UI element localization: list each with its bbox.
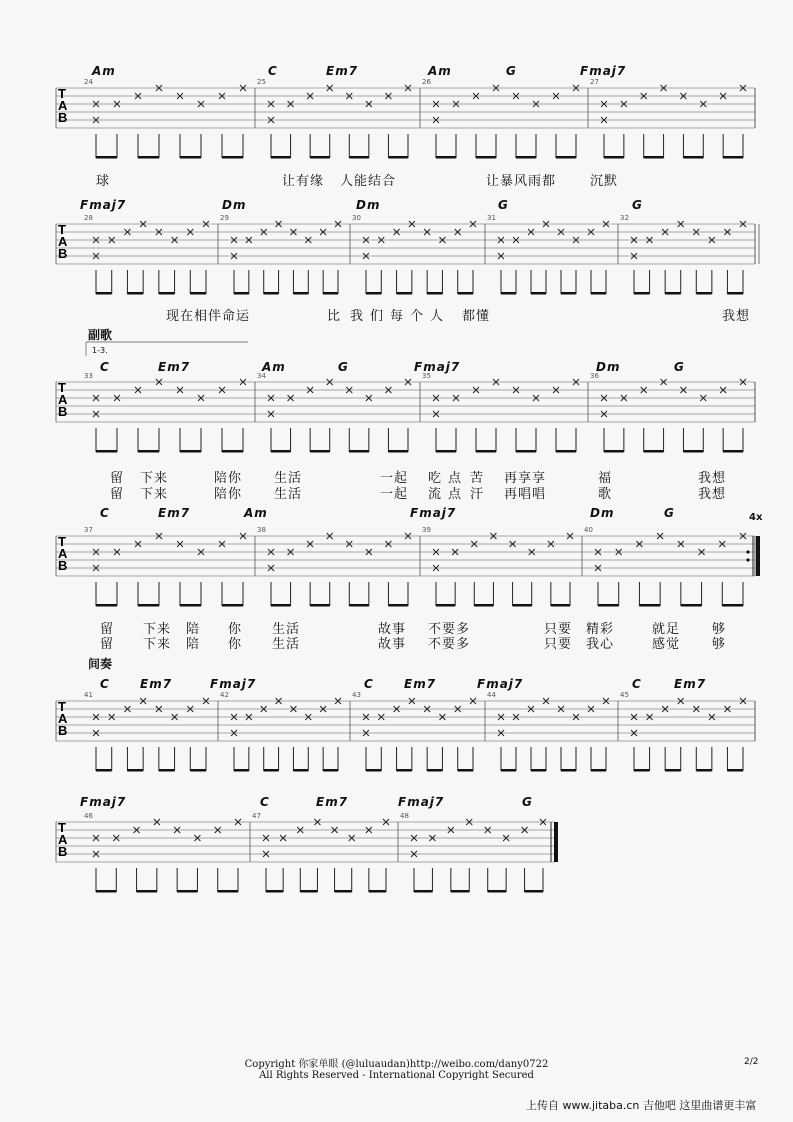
measure-number: 45 — [620, 691, 629, 699]
lyric-word: 让 — [486, 174, 501, 189]
beam — [335, 890, 352, 893]
lyric-word: 故事 — [378, 622, 407, 637]
lyric-word: 我想 — [722, 309, 751, 324]
section-label: 间奏 — [88, 657, 113, 671]
chord-name: Fmaj7 — [414, 360, 461, 374]
lyric-word: 生活 — [274, 487, 303, 502]
chord-name: Fmaj7 — [410, 506, 457, 520]
chord-name: Am — [428, 64, 452, 78]
measure-number: 29 — [220, 214, 229, 222]
chord-name: Em7 — [316, 795, 349, 809]
lyric-word: 比 — [327, 309, 342, 324]
lyric-word: 点 — [448, 487, 463, 502]
volta-label: 1-3. — [92, 346, 108, 355]
copyright-line-1: Copyright 你家单眼 (@luluaudan)http://weibo.com/dany0722 — [244, 1059, 549, 1070]
tab-clef-letter: B — [58, 558, 68, 573]
lyric-word: 下来 — [140, 487, 169, 502]
tab-clef-letter: T — [58, 222, 66, 237]
measure-number: 47 — [252, 812, 261, 820]
lyric-word: 就足 — [652, 622, 681, 637]
lyric-word: 人 — [430, 309, 445, 324]
measure-number: 24 — [84, 78, 93, 86]
chord-name: Am — [92, 64, 116, 78]
tab-clef-letter: A — [58, 546, 68, 561]
tab-clef-letter: A — [58, 234, 68, 249]
chord-name: Fmaj7 — [477, 677, 524, 691]
chord-name: C — [364, 677, 374, 691]
lyric-word: 我想 — [698, 471, 727, 486]
measure-number: 37 — [84, 526, 93, 534]
tab-clef-letter: A — [58, 392, 68, 407]
beam — [451, 890, 469, 893]
lyric-word: 暴风雨都 — [500, 174, 557, 189]
lyric-word: 人能结合 — [340, 174, 397, 189]
lyric-word: 沉默 — [590, 174, 619, 189]
lyric-word: 生活 — [274, 471, 303, 486]
measure-number: 31 — [487, 214, 496, 222]
lyric-word: 只要 — [544, 637, 573, 652]
chord-name: C — [260, 795, 270, 809]
tab-clef-letter: B — [58, 404, 68, 419]
lyric-word: 留 — [110, 487, 125, 502]
chord-name: G — [338, 360, 349, 374]
chord-name: G — [674, 360, 685, 374]
beam — [137, 890, 157, 893]
lyric-word: 让有缘 — [282, 174, 325, 189]
measure-number: 38 — [257, 526, 266, 534]
lyric-word: 吃 — [428, 471, 443, 486]
lyric-word: 你 — [228, 637, 243, 652]
chord-name: G — [664, 506, 675, 520]
lyric-word: 感觉 — [652, 637, 681, 652]
lyric-word: 点 — [448, 471, 463, 486]
lyric-word: 留 — [110, 471, 125, 486]
chord-name: C — [632, 677, 642, 691]
lyric-word: 我心 — [586, 637, 615, 652]
chord-name: G — [632, 198, 643, 212]
chord-name: G — [522, 795, 533, 809]
measure-number: 28 — [84, 214, 93, 222]
measure-number: 40 — [584, 526, 593, 534]
chord-name: Em7 — [404, 677, 437, 691]
chord-name: Am — [262, 360, 286, 374]
lyric-word: 故事 — [378, 637, 407, 652]
beam — [218, 890, 238, 893]
lyric-word: 每 — [390, 309, 405, 324]
lyric-word: 再享享 — [504, 471, 547, 486]
tab-clef-letter: B — [58, 246, 68, 261]
beam — [177, 890, 197, 893]
tab-clef-letter: T — [58, 699, 66, 714]
lyric-word: 命运 — [222, 309, 251, 324]
measure-number: 35 — [422, 372, 431, 380]
tab-clef-letter: T — [58, 86, 66, 101]
lyric-word: 一起 — [380, 487, 409, 502]
beam — [96, 890, 116, 893]
chord-name: Em7 — [674, 677, 707, 691]
chord-name: Dm — [222, 198, 247, 212]
measure-number: 26 — [422, 78, 431, 86]
repeat-count: 4x — [749, 512, 763, 523]
lyric-word: 生活 — [272, 622, 301, 637]
page-number: 2/2 — [744, 1057, 759, 1067]
chord-name: Em7 — [326, 64, 359, 78]
lyric-word: 球 — [96, 174, 111, 189]
chord-name: Fmaj7 — [80, 795, 127, 809]
lyric-word: 精彩 — [586, 622, 615, 637]
tab-clef-letter: B — [58, 110, 68, 125]
tab-clef-letter: B — [58, 723, 68, 738]
chord-name: Am — [244, 506, 268, 520]
measure-number: 27 — [590, 78, 599, 86]
tab-clef-letter: A — [58, 832, 68, 847]
beam — [369, 890, 386, 893]
lyric-word: 留 — [100, 637, 115, 652]
lyric-word: 够 — [712, 622, 727, 637]
measure-number: 32 — [620, 214, 629, 222]
lyric-word: 下来 — [140, 471, 169, 486]
beam — [525, 890, 543, 893]
chord-name: Fmaj7 — [80, 198, 127, 212]
chord-name: G — [506, 64, 517, 78]
tab-clef-letter: T — [58, 380, 66, 395]
lyric-word: 陪 — [186, 622, 201, 637]
beam — [300, 890, 317, 893]
lyric-word: 生活 — [272, 637, 301, 652]
measure-number: 46 — [84, 812, 93, 820]
lyric-word: 我想 — [698, 487, 727, 502]
lyric-word: 你 — [228, 622, 243, 637]
chord-name: Dm — [596, 360, 621, 374]
chord-name: Em7 — [158, 506, 191, 520]
chord-name: Em7 — [158, 360, 191, 374]
measure-number: 34 — [257, 372, 266, 380]
lyric-word: 留 — [100, 622, 115, 637]
lyric-word: 下来 — [143, 622, 172, 637]
tab-clef-letter: A — [58, 711, 68, 726]
lyric-word: 不要多 — [428, 637, 471, 652]
beam — [266, 890, 283, 893]
section-label: 副歌 — [88, 328, 113, 342]
lyric-word: 汗 — [470, 487, 485, 502]
lyric-word: 只要 — [544, 622, 573, 637]
tab-clef-letter: A — [58, 98, 68, 113]
lyric-word: 一起 — [380, 471, 409, 486]
final-barline-thick — [554, 822, 558, 862]
lyric-word: 再唱唱 — [504, 487, 547, 502]
upload-source[interactable]: 上传自 www.jitaba.cn 吉他吧 这里曲谱更丰富 — [526, 1099, 757, 1112]
lyric-word: 陪你 — [214, 471, 243, 486]
chord-name: C — [268, 64, 278, 78]
chord-name: Dm — [590, 506, 615, 520]
beam — [488, 890, 506, 893]
chord-name: Dm — [356, 198, 381, 212]
tab-clef-letter: T — [58, 534, 66, 549]
measure-number: 44 — [487, 691, 496, 699]
chord-name: Fmaj7 — [580, 64, 627, 78]
chord-name: Em7 — [140, 677, 173, 691]
measure-number: 33 — [84, 372, 93, 380]
lyric-word: 个 — [410, 309, 425, 324]
measure-number: 43 — [352, 691, 361, 699]
lyric-word: 都懂 — [462, 309, 491, 324]
lyric-word: 陪你 — [214, 487, 243, 502]
measure-number: 39 — [422, 526, 431, 534]
measure-number: 36 — [590, 372, 599, 380]
measure-number: 48 — [400, 812, 409, 820]
chord-name: Fmaj7 — [210, 677, 257, 691]
lyric-word: 流 — [428, 487, 443, 502]
measure-number: 25 — [257, 78, 266, 86]
lyric-word: 不要多 — [428, 622, 471, 637]
chord-name: C — [100, 506, 110, 520]
chord-name: G — [498, 198, 509, 212]
lyric-word: 歌 — [598, 487, 613, 502]
lyric-word: 下来 — [143, 637, 172, 652]
chord-name: C — [100, 677, 110, 691]
chord-name: Fmaj7 — [398, 795, 445, 809]
measure-number: 42 — [220, 691, 229, 699]
lyric-word: 们 — [370, 309, 385, 324]
measure-number: 30 — [352, 214, 361, 222]
lyric-word: 苦 — [470, 471, 485, 486]
chord-name: C — [100, 360, 110, 374]
tab-clef-letter: B — [58, 844, 68, 859]
lyric-word: 现在相伴 — [166, 309, 223, 324]
lyric-word: 够 — [712, 637, 727, 652]
tab-clef-letter: T — [58, 820, 66, 835]
lyric-word: 陪 — [186, 637, 201, 652]
measure-number: 41 — [84, 691, 93, 699]
lyric-word: 我 — [350, 309, 365, 324]
lyric-word: 福 — [598, 471, 613, 486]
beam — [414, 890, 432, 893]
copyright-line-2: All Rights Reserved - International Copyright Secured — [259, 1070, 534, 1081]
